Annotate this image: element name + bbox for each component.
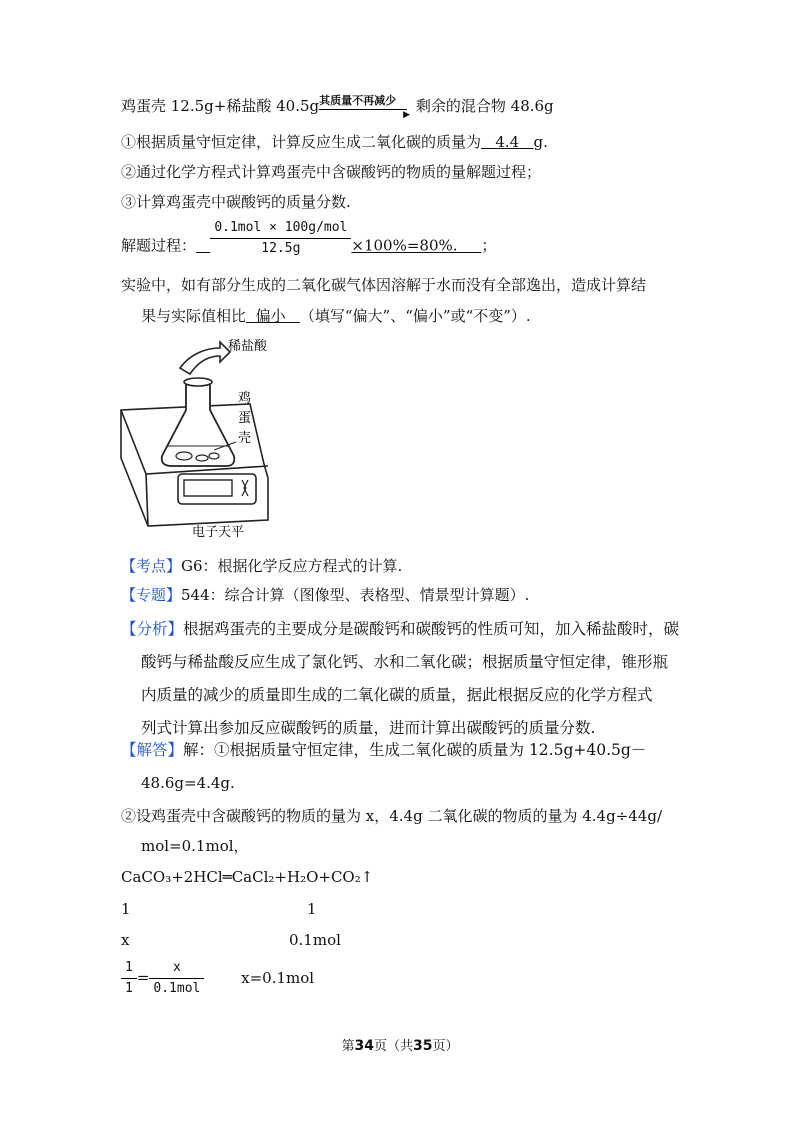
solution-result: ×100%=80%. <box>351 236 458 255</box>
q1-text: ①根据质量守恒定律，计算反应生成二氧化碳的质量为 <box>121 133 482 151</box>
page-footer <box>0 1035 800 1054</box>
fenxi-line-1 <box>121 619 679 639</box>
problem-line-1 <box>121 94 554 120</box>
experiment-line-2 <box>141 306 531 326</box>
q1-answer-blank <box>481 133 533 151</box>
current-page: 34 <box>354 1038 374 1054</box>
kaodian-text: G6：根据化学反应方程式的计算. <box>181 557 403 575</box>
exp-answer-blank <box>246 307 300 325</box>
kaodian-line <box>121 556 402 576</box>
fenxi-line-4: 列式计算出参加反应碳酸钙的质量，进而计算出碳酸钙的质量分数. <box>141 719 596 737</box>
exp-answer: 偏小 <box>255 307 286 325</box>
acid-label: 稀盐酸 <box>228 339 268 354</box>
reaction-arrow <box>319 94 411 120</box>
fenxi-tag: 【分析】 <box>121 620 184 638</box>
proportion-fraction-2 <box>149 958 204 999</box>
prop1-num: 1 <box>121 958 137 979</box>
zhuanti-text: 544：综合计算（图像型、表格型、情景型计算题）. <box>181 586 530 604</box>
egg-label-2: 蛋 <box>238 411 252 426</box>
egg-label-1: 鸡 <box>238 391 252 406</box>
arrow-condition: 其质量不再减少 <box>319 94 397 107</box>
exp-options: （填写“偏大”、“偏小”或“不变”）. <box>299 307 531 325</box>
fenxi-line-3: 内质量的减少的质量即生成的二氧化碳的质量，据此根据反应的化学方程式 <box>141 686 653 704</box>
prop2-num: x <box>149 958 204 979</box>
footer-post: 页） <box>432 1039 459 1054</box>
arrow-head-icon: ▶ <box>403 110 411 120</box>
ratio-row-2-right: 0.1mol <box>289 931 341 949</box>
prop1-den: 1 <box>125 981 133 996</box>
experiment-diagram <box>118 338 288 538</box>
proportion-result: x=0.1mol <box>241 968 315 987</box>
proportion-fraction-1 <box>121 958 137 999</box>
egg-shell-icon <box>176 452 192 460</box>
q1-unit: g. <box>533 133 548 151</box>
footer-mid: 页（共 <box>373 1039 413 1054</box>
line1-start: 鸡蛋壳 12.5g+稀盐酸 40.5g <box>121 97 320 115</box>
jieda-line-4: mol=0.1mol， <box>141 837 249 855</box>
fenxi-line-2: 酸钙与稀盐酸反应生成了氯化钙、水和二氧化碳；根据质量守恒定律，锥形瓶 <box>141 653 669 671</box>
fraction-denominator: 12.5g <box>261 241 301 256</box>
egg-label-3: 壳 <box>238 431 252 446</box>
solution-blank-lead <box>196 237 210 255</box>
solution-process <box>121 220 497 256</box>
pour-arrow-icon <box>180 342 230 374</box>
jieda-line-1 <box>121 740 646 760</box>
solution-label: 解题过程： <box>121 236 197 255</box>
jieda-line-3: ②设鸡蛋壳中含碳酸钙的物质的量为 x，4.4g 二氧化碳的物质的量为 4.4g÷44g/ <box>121 807 662 825</box>
experiment-line-1: 实验中，如有部分生成的二氧化碳气体因溶解于水而没有全部逸出，造成计算结 <box>121 276 647 294</box>
solution-fraction <box>210 218 351 259</box>
question-2: ②通过化学方程式计算鸡蛋壳中含碳酸钙的物质的量解题过程； <box>121 163 542 181</box>
ratio-row-1-left: 1 <box>121 900 131 918</box>
ratio-row-2-left: x <box>121 931 130 949</box>
prop2-den: 0.1mol <box>153 981 201 996</box>
balance-label: 电子天平 <box>192 525 245 538</box>
proportion-equals: = <box>136 968 150 987</box>
question-1 <box>121 132 548 152</box>
solution-end: ； <box>481 236 497 255</box>
fraction-numerator: 0.1mol × 100g/mol <box>210 218 351 239</box>
jieda-line-2: 48.6g=4.4g. <box>141 774 235 792</box>
proportion-line <box>121 958 314 996</box>
fenxi-text-1: 根据鸡蛋壳的主要成分是碳酸钙和碳酸钙的性质可知，加入稀盐酸时，碳 <box>183 620 680 638</box>
jieda-text-1: 解：①根据质量守恒定律，生成二氧化碳的质量为 12.5g+40.5g－ <box>183 741 647 759</box>
line1-end: 剩余的混合物 48.6g <box>415 97 554 115</box>
chemical-equation: CaCO₃+2HCl═CaCl₂+H₂O+CO₂↑ <box>121 868 374 886</box>
zhuanti-tag: 【专题】 <box>121 586 182 604</box>
question-3: ③计算鸡蛋壳中碳酸钙的质量分数. <box>121 193 351 211</box>
footer-pre: 第 <box>341 1039 355 1054</box>
ratio-row-1-right: 1 <box>307 900 317 918</box>
total-pages: 35 <box>413 1038 433 1054</box>
kaodian-tag: 【考点】 <box>121 557 182 575</box>
jieda-tag: 【解答】 <box>121 741 184 759</box>
q1-answer: 4.4 <box>495 133 520 151</box>
zhuanti-line <box>121 585 529 605</box>
exp-text: 果与实际值相比 <box>141 307 247 325</box>
